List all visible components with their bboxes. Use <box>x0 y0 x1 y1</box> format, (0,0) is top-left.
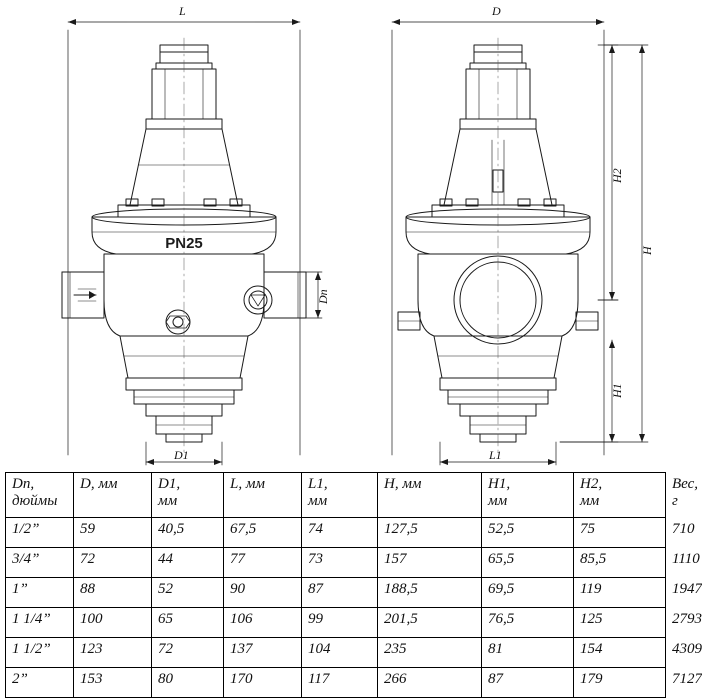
cell-dn: 1 1/2” <box>6 638 74 668</box>
dim-label-H: H <box>640 246 654 255</box>
col-header-d1 <box>152 473 224 518</box>
dim-label-H2: H2 <box>610 168 624 183</box>
cell-d1: 52 <box>152 578 224 608</box>
side-view <box>392 19 648 465</box>
col-header-h1-line1: H1, <box>488 476 511 492</box>
cell-h1: 69,5 <box>482 578 574 608</box>
cell-dn: 3/4” <box>6 548 74 578</box>
col-header-l1-line2: мм <box>308 492 328 509</box>
col-header-dn-line1: Dn, <box>12 476 35 492</box>
cell-h: 201,5 <box>378 608 482 638</box>
cell-h: 266 <box>378 668 482 698</box>
cell-l: 170 <box>224 668 302 698</box>
dim-label-D: D <box>492 4 501 18</box>
cell-l1: 104 <box>302 638 378 668</box>
cell-h2: 125 <box>574 608 666 638</box>
cell-h2: 119 <box>574 578 666 608</box>
cell-d1: 44 <box>152 548 224 578</box>
cell-d1: 72 <box>152 638 224 668</box>
cell-h2: 75 <box>574 518 666 548</box>
cell-h1: 52,5 <box>482 518 574 548</box>
table-row: 1 1/2” 123 72 137 104 235 81 154 4309 <box>6 638 666 668</box>
table-row: 3/4” 72 44 77 73 157 65,5 85,5 1110 <box>6 548 666 578</box>
cell-dn: 2” <box>6 668 74 698</box>
cell-h: 127,5 <box>378 518 482 548</box>
cell-h: 188,5 <box>378 578 482 608</box>
col-header-h: H, мм <box>378 473 482 518</box>
cell-d: 100 <box>74 608 152 638</box>
table-row: 2” 153 80 170 117 266 87 179 7127 <box>6 668 666 698</box>
cell-dn: 1 1/4” <box>6 608 74 638</box>
cell-h2: 154 <box>574 638 666 668</box>
cell-h1: 87 <box>482 668 574 698</box>
cell-h1: 65,5 <box>482 548 574 578</box>
cell-l1: 74 <box>302 518 378 548</box>
col-header-h1 <box>482 473 574 518</box>
cell-d1: 80 <box>152 668 224 698</box>
col-header-h2-line2: мм <box>580 492 600 509</box>
cell-d1: 40,5 <box>152 518 224 548</box>
svg-text:PN25: PN25 <box>165 235 203 252</box>
col-header-dn <box>6 473 74 518</box>
cell-h: 235 <box>378 638 482 668</box>
cell-l: 90 <box>224 578 302 608</box>
cell-h1: 81 <box>482 638 574 668</box>
col-header-d: D, мм <box>74 473 152 518</box>
cell-l: 77 <box>224 548 302 578</box>
table-row: 1/2” 59 40,5 67,5 74 127,5 52,5 75 710 <box>6 518 666 548</box>
cell-h1: 76,5 <box>482 608 574 638</box>
table-row: 1” 88 52 90 87 188,5 69,5 119 1947 <box>6 578 666 608</box>
cell-l: 67,5 <box>224 518 302 548</box>
col-header-l: L, мм <box>224 473 302 518</box>
cell-d: 59 <box>74 518 152 548</box>
cell-l1: 99 <box>302 608 378 638</box>
cell-d: 88 <box>74 578 152 608</box>
col-header-h2 <box>574 473 666 518</box>
dimensions-table <box>5 472 702 698</box>
cell-l1: 87 <box>302 578 378 608</box>
dim-label-L1: L1 <box>489 448 502 462</box>
cell-l: 137 <box>224 638 302 668</box>
front-view <box>62 19 322 465</box>
cell-d: 153 <box>74 668 152 698</box>
cell-d: 72 <box>74 548 152 578</box>
col-header-d1-line2: мм <box>158 492 178 509</box>
col-header-dn-line2: дюймы <box>12 492 58 509</box>
dim-label-Dn: Dn <box>316 289 330 304</box>
cell-d1: 65 <box>152 608 224 638</box>
cell-d: 123 <box>74 638 152 668</box>
col-header-d1-line1: D1, <box>158 476 181 492</box>
col-header-h2-line1: H2, <box>580 476 603 492</box>
cell-l1: 73 <box>302 548 378 578</box>
dim-label-D1: D1 <box>174 448 189 462</box>
cell-l: 106 <box>224 608 302 638</box>
table-row: 1 1/4” 100 65 106 99 201,5 76,5 125 2793 <box>6 608 666 638</box>
cell-dn: 1” <box>6 578 74 608</box>
col-header-l1-line1: L1, <box>308 476 328 492</box>
dimensions-table-wrap <box>5 472 702 698</box>
col-header-l1 <box>302 473 378 518</box>
dim-label-H1: H1 <box>610 383 624 398</box>
cell-h2: 85,5 <box>574 548 666 578</box>
cell-dn: 1/2” <box>6 518 74 548</box>
cell-h: 157 <box>378 548 482 578</box>
table-header-row: Dn, дюймы D, мм D1, мм L, мм L1, мм H, мм H1, мм H2, мм Вес, г <box>6 473 666 518</box>
col-header-h1-line2: мм <box>488 492 508 509</box>
cell-h2: 179 <box>574 668 666 698</box>
cell-l1: 117 <box>302 668 378 698</box>
dim-label-L: L <box>179 4 186 18</box>
